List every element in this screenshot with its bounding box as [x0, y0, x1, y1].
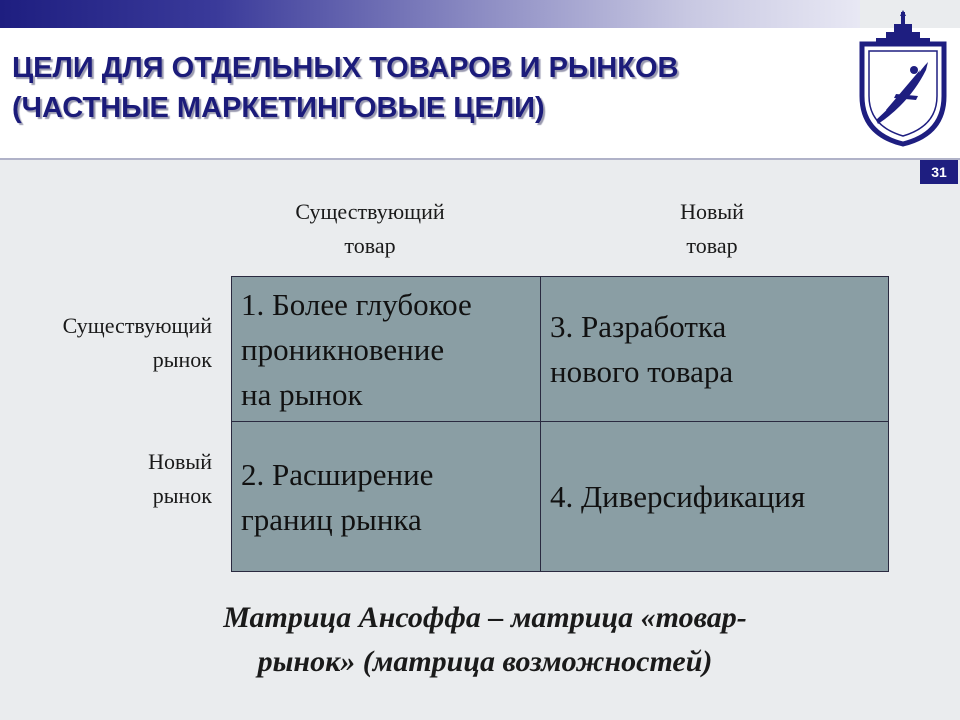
header-divider [0, 158, 960, 160]
row-header-new-market [0, 445, 212, 513]
cell-line: 1. Более глубокое [241, 286, 472, 322]
column-header-line: товар [344, 233, 396, 258]
cell-line: 4. Диверсификация [550, 479, 806, 514]
caption-line-1: Матрица Ансоффа – матрица «товар- [223, 601, 747, 634]
caption-line-2: рынок» (матрица возможностей) [257, 645, 713, 678]
row-header-line: рынок [152, 347, 212, 372]
column-header-line: товар [686, 233, 738, 258]
cell-line: на рынок [241, 376, 363, 412]
column-header-line: Существующий [295, 199, 445, 224]
cell-line: 2. Расширение [241, 456, 434, 492]
column-header-new-product [612, 195, 812, 263]
page-number-badge: 31 [920, 160, 958, 184]
cell-line: 3. Разработка [550, 309, 727, 344]
matrix-cell-diversification [540, 421, 889, 572]
row-header-existing-market [0, 309, 212, 377]
column-header-existing-product [250, 195, 490, 263]
cell-line: границ рынка [241, 501, 422, 537]
university-emblem-icon [856, 10, 950, 148]
row-header-line: Существующий [62, 313, 212, 338]
matrix-caption [100, 596, 870, 684]
column-header-line: Новый [680, 199, 744, 224]
title-line-1: ЦЕЛИ ДЛЯ ОТДЕЛЬНЫХ ТОВАРОВ И РЫНКОВ [12, 52, 679, 84]
row-header-line: Новый [148, 449, 212, 474]
matrix-cell-product-development [540, 276, 889, 422]
slide-title [12, 48, 812, 128]
matrix-cell-market-development [231, 421, 547, 572]
cell-line: проникновение [241, 331, 445, 367]
cell-line: нового товара [550, 354, 734, 389]
title-line-2: (ЧАСТНЫЕ МАРКЕТИНГОВЫЕ ЦЕЛИ) [12, 92, 545, 124]
row-header-line: рынок [152, 483, 212, 508]
matrix-cell-market-penetration [231, 276, 541, 422]
top-gradient-bar [0, 0, 860, 28]
